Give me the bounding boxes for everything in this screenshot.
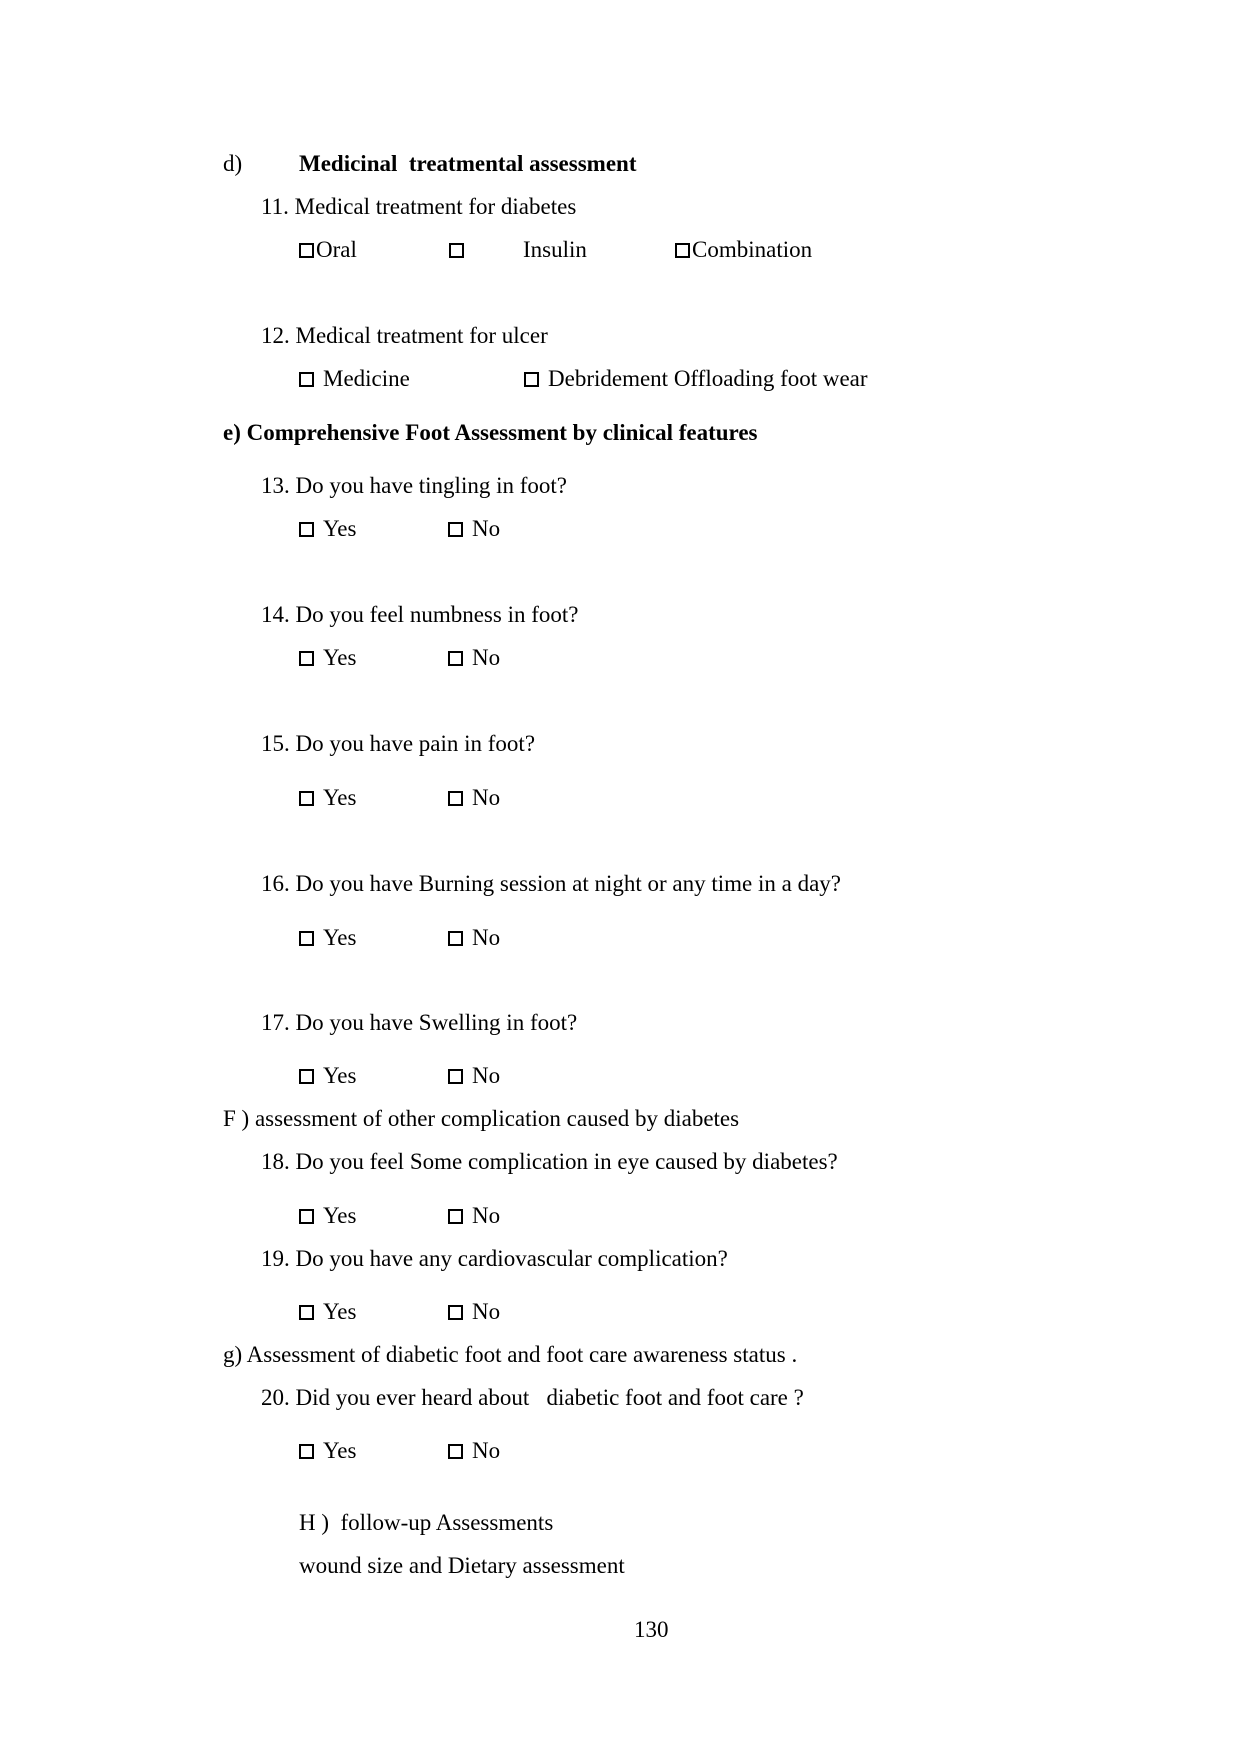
option-insulin: Insulin — [523, 237, 587, 262]
q20-yes[interactable]: Yes — [299, 1437, 356, 1465]
section-h-subtitle: wound size and Dietary assessment — [299, 1553, 625, 1578]
section-f-title: F ) assessment of other complication caused by diabetes — [223, 1106, 740, 1131]
question-19: 19. Do you have any cardiovascular complication? — [261, 1246, 728, 1271]
question-14: 14. Do you feel numbness in foot? — [261, 602, 579, 627]
checkbox[interactable] — [675, 243, 690, 258]
q14-no[interactable]: No — [448, 644, 500, 672]
question-11: 11. Medical treatment for diabetes — [261, 194, 577, 219]
question-12: 12. Medical treatment for ulcer — [261, 323, 548, 348]
checkbox[interactable] — [524, 372, 539, 387]
section-g-title: g) Assessment of diabetic foot and foot care awareness status . — [223, 1342, 798, 1367]
q13-yes[interactable]: Yes — [299, 515, 356, 543]
q13-no[interactable]: No — [448, 515, 500, 543]
checkbox[interactable] — [448, 522, 463, 537]
q14-yes[interactable]: Yes — [299, 644, 356, 672]
checkbox[interactable] — [448, 1069, 463, 1084]
question-20: 20. Did you ever heard about diabetic foot and foot care ? — [261, 1385, 804, 1410]
checkbox[interactable] — [448, 651, 463, 666]
q18-no[interactable]: No — [448, 1202, 500, 1230]
q17-no[interactable]: No — [448, 1062, 500, 1090]
checkbox[interactable] — [448, 931, 463, 946]
option-blank[interactable] — [449, 236, 473, 264]
checkbox[interactable] — [299, 1069, 314, 1084]
question-15: 15. Do you have pain in foot? — [261, 731, 536, 756]
checkbox[interactable] — [299, 931, 314, 946]
checkbox[interactable] — [448, 1305, 463, 1320]
option-combination[interactable]: Combination — [675, 236, 812, 264]
checkbox[interactable] — [299, 1209, 314, 1224]
checkbox[interactable] — [448, 791, 463, 806]
section-h-title: H ) follow-up Assessments — [299, 1510, 554, 1535]
q17-yes[interactable]: Yes — [299, 1062, 356, 1090]
section-e-title: e) Comprehensive Foot Assessment by clinical features — [223, 420, 758, 445]
page-number: 130 — [634, 1617, 669, 1642]
q18-yes[interactable]: Yes — [299, 1202, 356, 1230]
question-13: 13. Do you have tingling in foot? — [261, 473, 567, 498]
checkbox[interactable] — [299, 1444, 314, 1459]
question-18: 18. Do you feel Some complication in eye caused by diabetes? — [261, 1149, 838, 1174]
checkbox[interactable] — [449, 243, 464, 258]
checkbox[interactable] — [448, 1209, 463, 1224]
option-debridement[interactable]: Debridement Offloading foot wear — [524, 365, 868, 393]
q15-yes[interactable]: Yes — [299, 784, 356, 812]
option-medicine[interactable]: Medicine — [299, 365, 410, 393]
option-oral[interactable]: Oral — [299, 236, 357, 264]
q19-no[interactable]: No — [448, 1298, 500, 1326]
checkbox[interactable] — [299, 1305, 314, 1320]
checkbox[interactable] — [448, 1444, 463, 1459]
q15-no[interactable]: No — [448, 784, 500, 812]
checkbox[interactable] — [299, 522, 314, 537]
question-17: 17. Do you have Swelling in foot? — [261, 1010, 578, 1035]
q16-yes[interactable]: Yes — [299, 924, 356, 952]
q19-yes[interactable]: Yes — [299, 1298, 356, 1326]
checkbox[interactable] — [299, 791, 314, 806]
checkbox[interactable] — [299, 243, 314, 258]
section-d-title: Medicinal treatmental assessment — [299, 151, 637, 176]
checkbox[interactable] — [299, 651, 314, 666]
checkbox[interactable] — [299, 372, 314, 387]
section-d-letter: d) — [223, 151, 243, 176]
q16-no[interactable]: No — [448, 924, 500, 952]
question-16: 16. Do you have Burning session at night or any time in a day? — [261, 871, 842, 896]
q20-no[interactable]: No — [448, 1437, 500, 1465]
